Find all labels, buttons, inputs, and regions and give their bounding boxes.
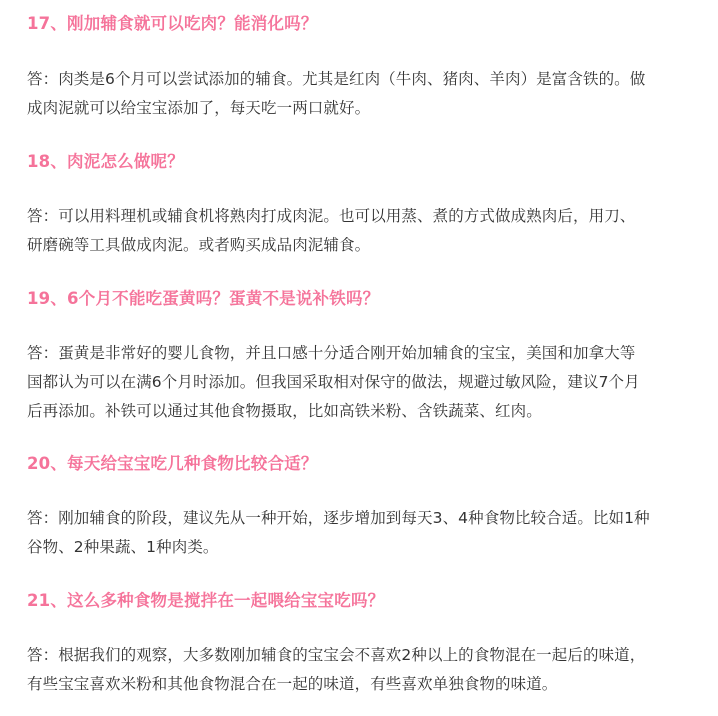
answer-paragraph-18 xyxy=(27,202,711,260)
question-heading-17: 17、刚加辅食就可以吃肉？能消化吗？ xyxy=(27,14,318,33)
question-heading-18: 18、肉泥怎么做呢？ xyxy=(27,152,184,171)
question-heading-19: 19、6个月不能吃蛋黄吗？蛋黄不是说补铁吗？ xyxy=(27,289,380,308)
answer-line: 有些宝宝喜欢米粉和其他食物混合在一起的味道，有些喜欢单独食物的味道。 xyxy=(27,675,558,693)
answer-paragraph-21 xyxy=(27,641,711,699)
answer-paragraph-17 xyxy=(27,65,711,123)
answer-line: 谷物、2种果蔬、1种肉类。 xyxy=(27,538,219,556)
answer-paragraph-20 xyxy=(27,504,711,562)
question-heading-21: 21、这么多种食物是搅拌在一起喂给宝宝吃吗？ xyxy=(27,591,385,610)
answer-line: 成肉泥就可以给宝宝添加了，每天吃一两口就好。 xyxy=(27,99,371,117)
answer-line: 研磨碗等工具做成肉泥。或者购买成品肉泥辅食。 xyxy=(27,236,371,254)
answer-line: 后再添加。补铁可以通过其他食物摄取，比如高铁米粉、含铁蔬菜、红肉。 xyxy=(27,402,542,420)
answer-line: 答：蛋黄是非常好的婴儿食物，并且口感十分适合刚开始加辅食的宝宝，美国和加拿大等 xyxy=(27,344,636,362)
answer-line: 答：肉类是6个月可以尝试添加的辅食。尤其是红肉（牛肉、猪肉、羊肉）是富含铁的。做 xyxy=(27,70,646,88)
answer-line: 国都认为可以在满6个月时添加。但我国采取相对保守的做法，规避过敏风险，建议7个月 xyxy=(27,373,640,391)
answer-paragraph-19 xyxy=(27,339,711,426)
answer-line: 答：刚加辅食的阶段，建议先从一种开始，逐步增加到每天3、4种食物比较合适。比如1种 xyxy=(27,509,650,527)
answer-line: 答：可以用料理机或辅食机将熟肉打成肉泥。也可以用蒸、煮的方式做成熟肉后，用刀、 xyxy=(27,207,636,225)
answer-line: 答：根据我们的观察，大多数刚加辅食的宝宝会不喜欢2种以上的食物混在一起后的味道， xyxy=(27,646,646,664)
question-heading-20: 20、每天给宝宝吃几种食物比较合适？ xyxy=(27,454,318,473)
